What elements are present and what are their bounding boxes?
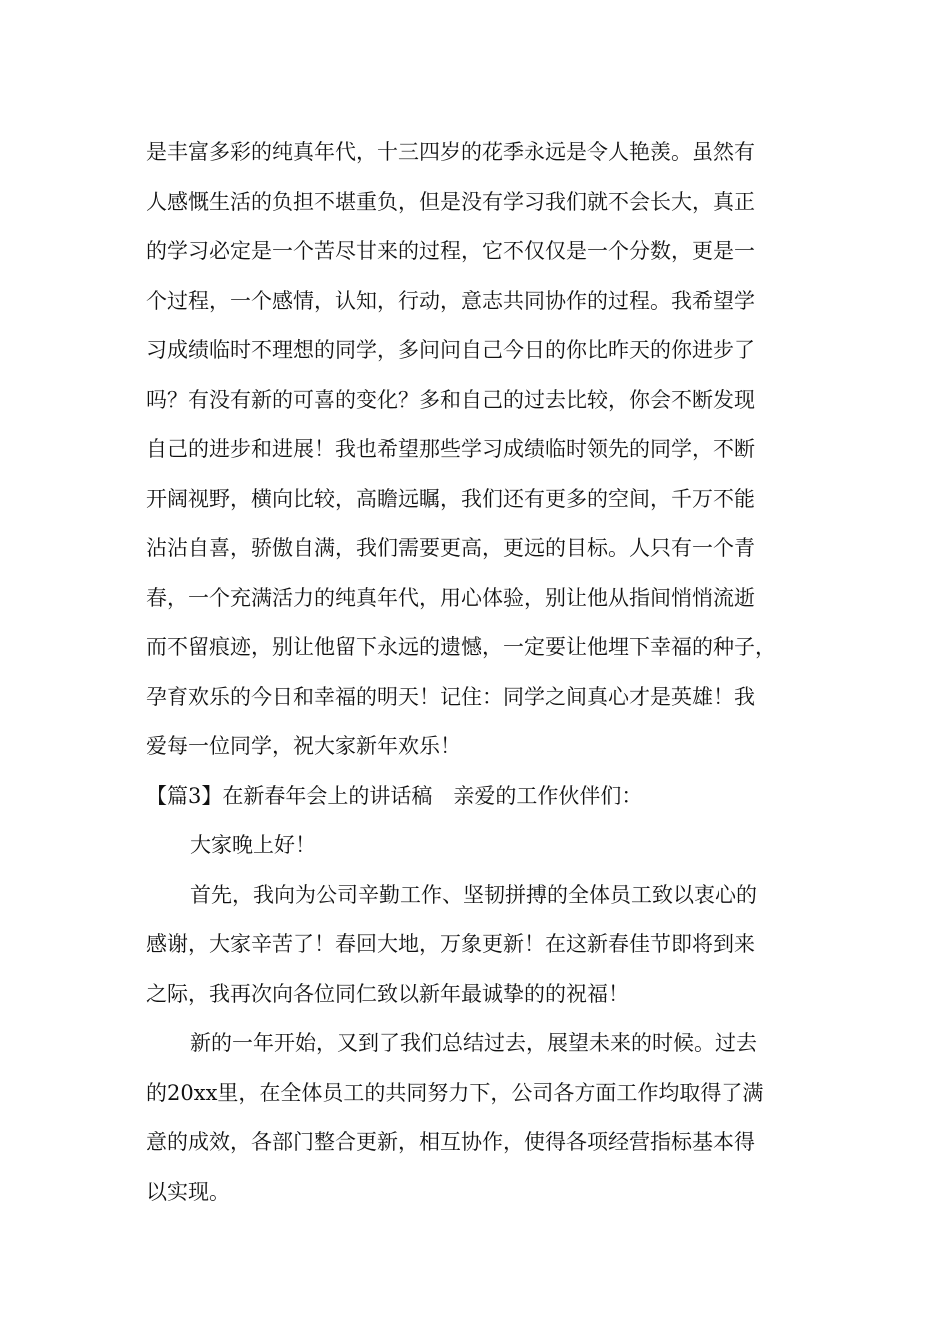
text-line: 爱每一位同学，祝大家新年欢乐！ — [146, 734, 461, 758]
text-line: 沾沾自喜，骄傲自满，我们需要更高，更远的目标。人只有一个青 — [146, 536, 755, 560]
text-line: 吗？有没有新的可喜的变化？多和自己的过去比较，你会不断发现 — [146, 388, 755, 412]
text-line: 开阔视野，横向比较，高瞻远瞩，我们还有更多的空间，千万不能 — [146, 487, 755, 511]
text-line: 以实现。 — [146, 1180, 230, 1204]
section-heading: 【篇3】在新春年会上的讲话稿 亲爱的工作伙伴们： — [146, 784, 643, 808]
text-line: 的学习必定是一个苦尽甘来的过程，它不仅仅是一个分数，更是一 — [146, 239, 755, 263]
text-line: 春，一个充满活力的纯真年代，用心体验，别让他从指间悄悄流逝 — [146, 586, 755, 610]
text-line: 自己的进步和进展！我也希望那些学习成绩临时领先的同学，不断 — [146, 437, 755, 461]
text-line: 人感慨生活的负担不堪重负，但是没有学习我们就不会长大，真正 — [146, 190, 755, 214]
paragraph-start: 新的一年开始，又到了我们总结过去，展望未来的时候。过去 — [190, 1031, 757, 1055]
text-line: 感谢，大家辛苦了！春回大地，万象更新！在这新春佳节即将到来 — [146, 932, 755, 956]
text-line: 而不留痕迹，别让他留下永远的遗憾，一定要让他埋下幸福的种子， — [146, 635, 776, 659]
text-line: 之际，我再次向各位同仁致以新年最诚挚的的祝福！ — [146, 982, 629, 1006]
text-line: 的20xx里，在全体员工的共同努力下，公司各方面工作均取得了满 — [146, 1081, 764, 1105]
text-line: 孕育欢乐的今日和幸福的明天！记住：同学之间真心才是英雄！我 — [146, 685, 755, 709]
greeting-line: 大家晚上好！ — [190, 833, 316, 857]
text-line: 习成绩临时不理想的同学，多问问自己今日的你比昨天的你进步了 — [146, 338, 755, 362]
text-line: 是丰富多彩的纯真年代，十三四岁的花季永远是令人艳羡。虽然有 — [146, 140, 755, 164]
paragraph-start: 首先，我向为公司辛勤工作、坚韧拼搏的全体员工致以衷心的 — [190, 883, 757, 907]
text-line: 意的成效，各部门整合更新，相互协作，使得各项经营指标基本得 — [146, 1130, 755, 1154]
text-line: 个过程，一个感情，认知，行动，意志共同协作的过程。我希望学 — [146, 289, 755, 313]
